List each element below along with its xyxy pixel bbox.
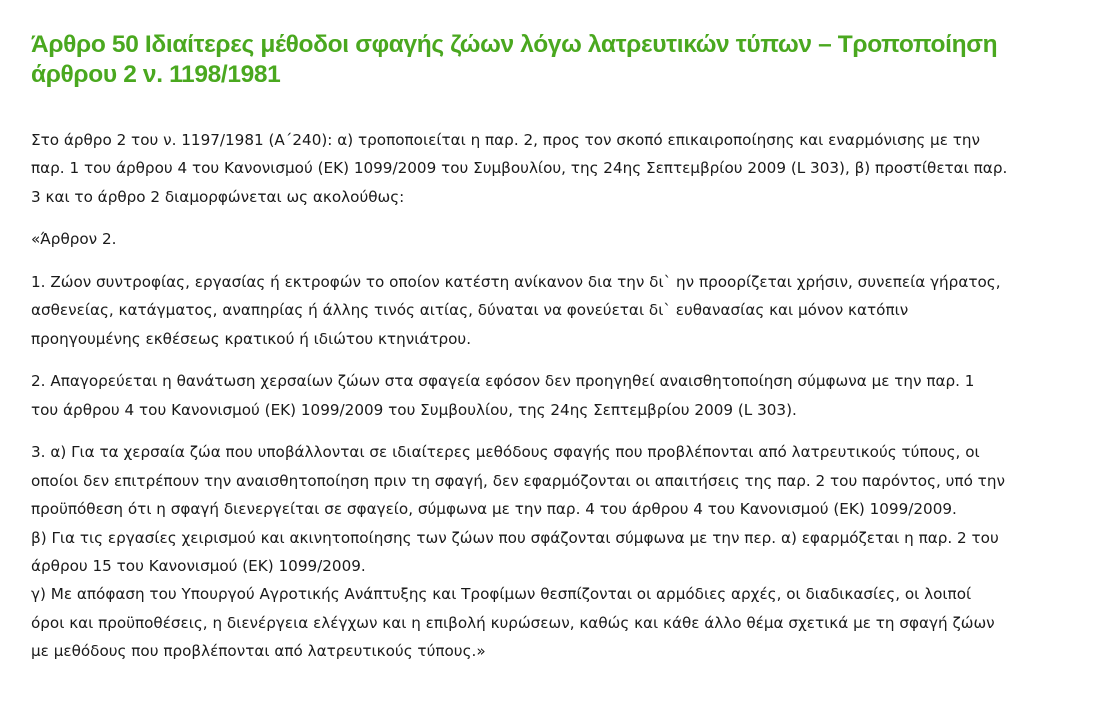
paragraph-2 — [31, 367, 1071, 424]
paragraph-line: όροι και προϋποθέσεις, η διενέργεια ελέγχων και η επιβολή κυρώσεων, καθώς και κάθε άλλο θέμα σχετικά με τη σφαγή ζώων — [31, 613, 995, 632]
intro-paragraph — [31, 126, 1071, 211]
article-title — [31, 30, 1071, 90]
paragraph-line: ασθενείας, κατάγματος, αναπηρίας ή άλλης τινός αιτίας, δύναται να φονεύεται δι` ευθανασίας και μόνον κατόπιν — [31, 301, 909, 320]
article-body — [31, 126, 1071, 680]
paragraph-line: του άρθρου 4 του Κανονισμού (ΕΚ) 1099/2009 του Συμβουλίου, της 24ης Σεπτεμβρίου 2009 (L 303). — [31, 400, 797, 419]
paragraph-line: 1. Ζώον συντροφίας, εργασίας ή εκτροφών το οποίον κατέστη ανίκανον δια την δι` ην προορίζεται χρήσιν, συνεπεία γήρατος, — [31, 273, 1001, 291]
paragraph-line: προϋπόθεση ότι η σφαγή διενεργείται σε σφαγείο, σύμφωνα με την παρ. 4 του άρθρου 4 του Κανονισμού (ΕΚ) 1099/2009. — [31, 500, 957, 519]
paragraph-line: γ) Με απόφαση του Υπουργού Αγροτικής Ανάπτυξης και Τροφίμων θεσπίζονται οι αρμόδιες αρχές, οι διαδικασίες, οι λοιποί — [31, 585, 972, 604]
article-title-line: άρθρου 2 ν. 1198/1981 — [31, 61, 281, 88]
paragraph-line: άρθρου 15 του Κανονισμού (ΕΚ) 1099/2009. — [31, 557, 366, 576]
paragraph-3 — [31, 438, 1071, 665]
article-header — [31, 30, 1071, 90]
article-heading-paragraph — [31, 225, 1071, 253]
paragraph-line: παρ. 1 του άρθρου 4 του Κανονισμού (ΕΚ) 1099/2009 του Συμβουλίου, της 24ης Σεπτεμβρίου 2009 (L 303), β) προστίθεται παρ. — [31, 159, 1008, 178]
paragraph-line: προηγουμένης εκθέσεως κρατικού ή ιδιώτου κτηνιάτρου. — [31, 329, 472, 348]
paragraph-line: 2. Απαγορεύεται η θανάτωση χερσαίων ζώων στα σφαγεία εφόσον δεν προηγηθεί αναισθητοποίηση σύμφωνα με την παρ. 1 — [31, 372, 975, 391]
paragraph-line: 3. α) Για τα χερσαία ζώα που υποβάλλονται σε ιδιαίτερες μεθόδους σφαγής που προβλέπονται από λατρευτικούς τύπους, οι — [31, 443, 980, 462]
article-title-line: Άρθρο 50 Ιδιαίτερες μέθοδοι σφαγής ζώων λόγω λατρευτικών τύπων – Τροποποίηση — [31, 31, 998, 58]
paragraph-1 — [31, 268, 1071, 353]
paragraph-line: 3 και το άρθρο 2 διαμορφώνεται ως ακολούθως: — [31, 187, 405, 206]
paragraph-line: β) Για τις εργασίες χειρισμού και ακινητοποίησης των ζώων που σφάζονται σύμφωνα με την περ. α) εφαρμόζεται η παρ. 2 του — [31, 528, 999, 547]
paragraph-line: οποίοι δεν επιτρέπουν την αναισθητοποίηση πριν τη σφαγή, δεν εφαρμόζονται οι απαιτήσεις της παρ. 2 του παρόντος, υπό την — [31, 471, 1005, 490]
paragraph-line: Στο άρθρο 2 του ν. 1197/1981 (Α΄240): α) τροποποιείται η παρ. 2, προς τον σκοπό επικαιροποίησης και εναρμόνισης με την — [31, 131, 981, 149]
paragraph-line: «Άρθρον 2. — [31, 230, 117, 249]
paragraph-line: με μεθόδους που προβλέπονται από λατρευτικούς τύπους.» — [31, 642, 486, 661]
